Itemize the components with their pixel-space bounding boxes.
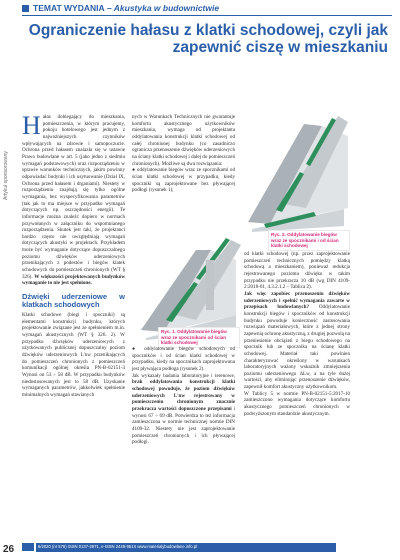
intro-bold-text: W większości projektowanych budynków wymaganie to nie jest spełnione. [22, 273, 125, 287]
page-footer [0, 540, 400, 560]
body-paragraph [244, 291, 350, 391]
column-2-top [132, 114, 235, 194]
page-number: 26 [3, 544, 15, 555]
bullet-item: ● oddylatowanie biegów schodowych od spoczników i od ścian klatki schodowej w przypadku, kiedy na spocznikach zaprojektowana jest pływająca podłoga (rysunek 2). [132, 346, 235, 372]
publisher-logo-icon [21, 542, 35, 552]
section-dash: – [104, 3, 114, 13]
body-bold-text: brak oddylatowania konstrukcji klatki schodowej powoduje, że poziom dźwięków uderzeniowych L'nw rejestrowany w pomieszczeniu chronionym znacznie przekracza wartości dopuszczone przepisami [132, 379, 235, 412]
section-header [22, 3, 392, 13]
bullet-item: ● oddylatowanie biegów wraz ze spocznikami od ścian klatki schodowej w przypadku, kiedy spoczniki są zaprojektowane bez pływającej podłogi (rysunek 1); [132, 167, 235, 194]
figure-caption-2: Ryc. 2. Oddylatowanie biegów wraz ze spocznikami i od ścian klatki schodowej [268, 230, 350, 251]
figure-1-stairs-illustration [136, 220, 242, 340]
section-square-icon [22, 5, 29, 12]
section-topic: Akustyka w budownictwie [113, 3, 220, 13]
header-rule [22, 15, 392, 16]
column-3 [244, 251, 350, 417]
drop-cap: H [22, 111, 41, 140]
publication-info: 6/2020 (nr 576) ISSN 0137-2971, e-ISSN 2449-951X www.materialybudowlane.info.pl [38, 544, 197, 549]
body-paragraph: nych w Warunkach Technicznych nie gwarantuje komfortu akustycznego użytkowników mieszkania, wymaga od projektanta oddylatowania konstrukcji klatki schodowej od całej chronionej budynku (co zasadniczo ogranicza przenoszenie dźwięków uderzeniowych na ściany klatki schodowej i dalej do pomieszczeń chronionych). Możliwe są dwa rozwiązania: [132, 114, 235, 167]
body-paragraph [132, 373, 235, 446]
body-text: Oddylatowanie konstrukcji biegów i spoczników od konstrukcji budynku powoduje konieczność zastosowania rozwiązań materiałowych, które z jednej strony zapewnią ochronę akustyczną, z drugiej pozwolą na przeniesienie obciążeń z biegu schodowego na spocznik lub ze spocznika na ścianę klatki schodowej. Materiał taki powinien charakteryzować określony w warunkach laboratoryjnych ważony wskaźnik zmniejszenia poziomu uderzeniowego ΔLw, a na tyle dużej wartości, aby eliminując przenoszenie dźwięków, zapewnił komfort akustyczny użytkownikom. [244, 304, 350, 391]
body-text: Jak wykazały badania laboratoryjne i terenowe, [132, 372, 235, 379]
figure-2-stairs-illustration [244, 104, 350, 234]
subheading: Dźwięki uderzeniowe w klatkach schodowych [22, 292, 125, 310]
section-name: TEMAT WYDANIA [33, 3, 105, 13]
question-bold-text: Jak więc zapobiec przenoszeniu dźwięków uderzeniowych i spełnić wymagania zawarte w przepisach budowlanych? [244, 290, 350, 311]
body-paragraph: Klatki schodowe (biegi i spoczniki) są elementami konstrukcji budynku, których projektowanie związane jest ze spełnieniem m.in. wymagań akustycznych (WT § 326. 2). W przypadku dźwięków uderzeniowych z użytkowanych publicznej dopuszczalny poziom dźwięków uderzeniowych L'nw przenikających do pomieszczeń chronionych z pomieszczeń komunikacji ogólnej określa PN-B-02151-3 Wynosi on 53 ÷ 58 dB. W przypadku budynków niedostosowanych jest to 58 dB. Uzyskanie wymaganych parametrów, jakkolwiek spełnienie minimalnych wymagań stawianych [22, 312, 125, 398]
article-title: Ograniczenie hałasu z klatki schodowej, czyli jak zapewnić ciszę w mieszkaniu [28, 22, 388, 56]
intro-text: ałas dobiegający do mieszkania, pomieszczenia, w którym pracujemy, pokoju hotelowego jest jednym z najważniejszych czynników wpływających na zdrowie i samopoczucie. Ochrona przed hałasem znalazła się w ustawie Prawo budowlane w art. 5 (jako jedno z siedmiu wymagań podstawowych) oraz rozporządzeniu w sprawie warunków technicznych, jakim powinny odpowiadać budynki i ich usytuowanie (Dział IX, Ochrona przed hałasem i drganiami). Niestety w rozporządzeniu znajdują się tylko ogólne wymagania, bez wyspecyfikowania parametrów (tak jak to ma miejsce w przypadku wymagań dotyczących np. oszczędności energii). Te informacje można znaleźć dopiero w normach przywołanych w załączniku do wspomnianego rozporządzenia. Skutek jest taki, że projektanci bardzo często nie uwzględniają wymagań dotyczących akustyki w projektach. Przykładem może być wymaganie dotyczące dopuszczalnego poziomu dźwięków uderzeniowych przenikających z podestów i biegów klatek schodowych do pomieszczeń chronionych (WT § 326). [22, 114, 125, 280]
column-1 [22, 111, 125, 399]
body-paragraph: W Tablicy 5 w normie PN-B-02151-5:2017-10 zamieszczono wymagania dotyczące komfortu akustycznego pomieszczeń chronionych w podwyższonym standardzie akustycznym. [244, 390, 350, 417]
figure-caption-1: Ryc. 1. Oddylatowanie biegów wraz ze spocznikami od ścian klatki schodowej [158, 327, 240, 348]
intro-paragraph [22, 111, 125, 287]
sponsored-article-label: Artykuł sponsorowany [3, 151, 9, 200]
column-2-bottom [132, 346, 235, 446]
body-text-end: i wynosi 67 ÷ 69 dB. Potwierdza to też informacja zamieszczona w normie technicznej normie DIN 4109-32. Niestety nie jest zaprojektowanie pomieszczeń chronionych i ich pływającej podłogi. [132, 405, 235, 446]
body-paragraph: od klatki schodowej (np. przez zaprojektowanie pomieszczeń technicznych pomiędzy klatką schodową a mieszkaniem), ponieważ redukcja rejestrowanego poziomu dźwięku w takim przypadku nie przekracza 10 dB (wg DIN 4109-2:2018-01, 4.3.2.1.2 – Tablica 2). [244, 251, 350, 291]
